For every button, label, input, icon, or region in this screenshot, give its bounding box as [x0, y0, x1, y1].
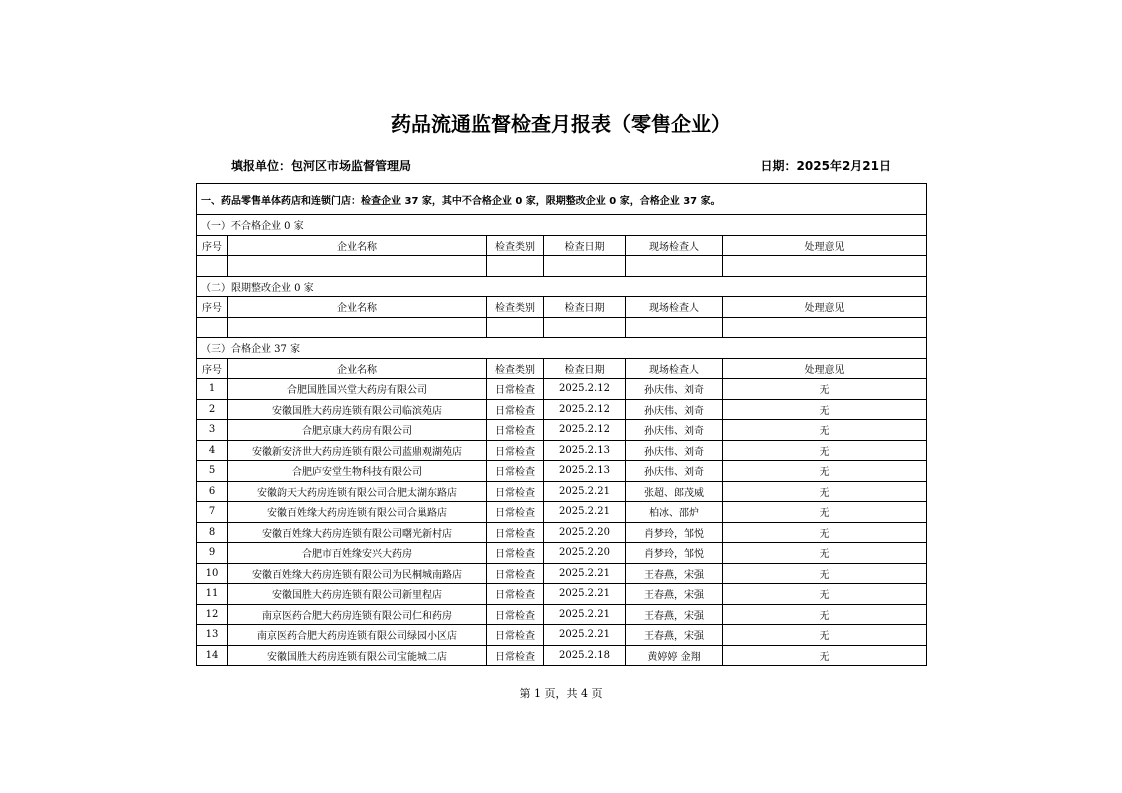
empty-cell: [228, 317, 487, 338]
cell-date: 2025.2.12: [544, 399, 626, 420]
cell-opinion: 无: [723, 522, 927, 543]
header-date: 检查日期: [544, 235, 626, 256]
cell-name: 合肥京康大药房有限公司: [228, 420, 487, 441]
cell-type: 日常检查: [487, 563, 544, 584]
cell-no: 9: [197, 543, 228, 564]
cell-name: 安徽百姓缘大药房连锁有限公司曙光新村店: [228, 522, 487, 543]
table-row: [197, 461, 927, 482]
table-row: [197, 563, 927, 584]
header-name: 企业名称: [228, 297, 487, 318]
cell-opinion: 无: [723, 625, 927, 646]
section-label: （二）限期整改企业 0 家: [197, 276, 927, 297]
cell-inspector: 王春燕，宋强: [626, 625, 723, 646]
cell-inspector: 孙庆伟、刘奇: [626, 399, 723, 420]
summary-row: [197, 184, 927, 215]
cell-inspector: 柏冰、邵炉: [626, 502, 723, 523]
header-name: 企业名称: [228, 235, 487, 256]
section-label: （三）合格企业 37 家: [197, 338, 927, 359]
header-opinion: 处理意见: [723, 297, 927, 318]
cell-type: 日常检查: [487, 543, 544, 564]
cell-no: 1: [197, 379, 228, 400]
header-name: 企业名称: [228, 358, 487, 379]
section-qualified: [197, 338, 927, 359]
empty-cell: [487, 317, 544, 338]
header-opinion: 处理意见: [723, 358, 927, 379]
cell-opinion: 无: [723, 502, 927, 523]
table-row: [197, 502, 927, 523]
cell-date: 2025.2.21: [544, 481, 626, 502]
cell-date: 2025.2.12: [544, 420, 626, 441]
cell-opinion: 无: [723, 440, 927, 461]
cell-inspector: 孙庆伟、刘奇: [626, 461, 723, 482]
cell-opinion: 无: [723, 420, 927, 441]
cell-type: 日常检查: [487, 645, 544, 666]
cell-opinion: 无: [723, 481, 927, 502]
table-row: [197, 604, 927, 625]
empty-cell: [544, 317, 626, 338]
cell-no: 4: [197, 440, 228, 461]
table-row: [197, 645, 927, 666]
header-date: 检查日期: [544, 358, 626, 379]
cell-type: 日常检查: [487, 420, 544, 441]
cell-no: 8: [197, 522, 228, 543]
section-rectify: [197, 276, 927, 297]
section-label: （一）不合格企业 0 家: [197, 215, 927, 236]
cell-inspector: 孙庆伟、刘奇: [626, 420, 723, 441]
report-table: [196, 183, 927, 666]
cell-type: 日常检查: [487, 440, 544, 461]
section-unqualified: [197, 215, 927, 236]
cell-name: 南京医药合肥大药房连锁有限公司绿园小区店: [228, 625, 487, 646]
cell-type: 日常检查: [487, 502, 544, 523]
page-footer: 第 1 页，共 4 页: [519, 687, 603, 700]
empty-cell: [197, 317, 228, 338]
cell-name: 南京医药合肥大药房连锁有限公司仁和药房: [228, 604, 487, 625]
header-no: 序号: [197, 235, 228, 256]
cell-type: 日常检查: [487, 399, 544, 420]
cell-opinion: 无: [723, 604, 927, 625]
cell-no: 2: [197, 399, 228, 420]
cell-date: 2025.2.18: [544, 645, 626, 666]
filing-unit: 填报单位：包河区市场监督管理局: [231, 159, 412, 173]
table-row: [197, 625, 927, 646]
cell-date: 2025.2.21: [544, 584, 626, 605]
header-type: 检查类别: [487, 358, 544, 379]
empty-cell: [228, 256, 487, 277]
summary-text: 一、药品零售单体药店和连锁门店：检查企业 37 家，其中不合格企业 0 家，限期整改企业 0 家，合格企业 37 家。: [197, 184, 927, 215]
header-row: [197, 297, 927, 318]
header-inspector: 现场检查人: [626, 235, 723, 256]
empty-cell: [626, 317, 723, 338]
empty-row: [197, 256, 927, 277]
cell-inspector: 孙庆伟、刘奇: [626, 440, 723, 461]
cell-type: 日常检查: [487, 625, 544, 646]
cell-name: 合肥庐安堂生物科技有限公司: [228, 461, 487, 482]
cell-opinion: 无: [723, 645, 927, 666]
header-inspector: 现场检查人: [626, 358, 723, 379]
cell-name: 安徽国胜大药房连锁有限公司临滨苑店: [228, 399, 487, 420]
cell-name: 安徽国胜大药房连锁有限公司宝能城二店: [228, 645, 487, 666]
cell-inspector: 王春燕，宋强: [626, 584, 723, 605]
cell-date: 2025.2.20: [544, 522, 626, 543]
cell-name: 安徽国胜大药房连锁有限公司新里程店: [228, 584, 487, 605]
cell-type: 日常检查: [487, 604, 544, 625]
header-inspector: 现场检查人: [626, 297, 723, 318]
cell-date: 2025.2.20: [544, 543, 626, 564]
cell-no: 12: [197, 604, 228, 625]
cell-date: 2025.2.21: [544, 604, 626, 625]
cell-type: 日常检查: [487, 481, 544, 502]
cell-date: 2025.2.21: [544, 625, 626, 646]
report-title: 药品流通监督检查月报表（零售企业）: [391, 112, 731, 136]
table-row: [197, 543, 927, 564]
cell-date: 2025.2.13: [544, 461, 626, 482]
header-no: 序号: [197, 297, 228, 318]
cell-type: 日常检查: [487, 379, 544, 400]
cell-opinion: 无: [723, 584, 927, 605]
header-date: 检查日期: [544, 297, 626, 318]
empty-cell: [544, 256, 626, 277]
cell-no: 7: [197, 502, 228, 523]
cell-name: 合肥国胜国兴堂大药房有限公司: [228, 379, 487, 400]
table-row: [197, 584, 927, 605]
cell-inspector: 孙庆伟、刘奇: [626, 379, 723, 400]
report-date: 日期：2025年2月21日: [760, 159, 891, 173]
cell-opinion: 无: [723, 379, 927, 400]
cell-date: 2025.2.12: [544, 379, 626, 400]
cell-name: 安徽百姓缘大药房连锁有限公司合巢路店: [228, 502, 487, 523]
cell-date: 2025.2.13: [544, 440, 626, 461]
cell-date: 2025.2.21: [544, 563, 626, 584]
cell-name: 安徽新安济世大药房连锁有限公司蓝鼎观湖苑店: [228, 440, 487, 461]
header-type: 检查类别: [487, 235, 544, 256]
empty-cell: [197, 256, 228, 277]
cell-no: 5: [197, 461, 228, 482]
cell-no: 10: [197, 563, 228, 584]
header-opinion: 处理意见: [723, 235, 927, 256]
cell-date: 2025.2.21: [544, 502, 626, 523]
cell-type: 日常检查: [487, 522, 544, 543]
cell-inspector: 黄婷婷 金翔: [626, 645, 723, 666]
cell-opinion: 无: [723, 563, 927, 584]
cell-inspector: 肖梦玲，邹悦: [626, 522, 723, 543]
empty-cell: [723, 256, 927, 277]
cell-no: 3: [197, 420, 228, 441]
cell-name: 合肥市百姓缘安兴大药房: [228, 543, 487, 564]
cell-opinion: 无: [723, 543, 927, 564]
cell-no: 6: [197, 481, 228, 502]
empty-cell: [487, 256, 544, 277]
header-type: 检查类别: [487, 297, 544, 318]
cell-name: 安徽韵天大药房连锁有限公司合肥太湖东路店: [228, 481, 487, 502]
cell-inspector: 肖梦玲，邹悦: [626, 543, 723, 564]
cell-no: 14: [197, 645, 228, 666]
cell-name: 安徽百姓缘大药房连锁有限公司为民桐城南路店: [228, 563, 487, 584]
empty-cell: [723, 317, 927, 338]
cell-inspector: 王春燕，宋强: [626, 563, 723, 584]
cell-inspector: 王春燕，宋强: [626, 604, 723, 625]
table-row: [197, 379, 927, 400]
cell-inspector: 张超、郎茂威: [626, 481, 723, 502]
table-row: [197, 399, 927, 420]
empty-row: [197, 317, 927, 338]
table-row: [197, 420, 927, 441]
cell-type: 日常检查: [487, 584, 544, 605]
header-row: [197, 358, 927, 379]
table-row: [197, 481, 927, 502]
table-row: [197, 440, 927, 461]
table-row: [197, 522, 927, 543]
cell-opinion: 无: [723, 461, 927, 482]
header-no: 序号: [197, 358, 228, 379]
cell-no: 11: [197, 584, 228, 605]
cell-no: 13: [197, 625, 228, 646]
header-row: [197, 235, 927, 256]
cell-type: 日常检查: [487, 461, 544, 482]
cell-opinion: 无: [723, 399, 927, 420]
empty-cell: [626, 256, 723, 277]
